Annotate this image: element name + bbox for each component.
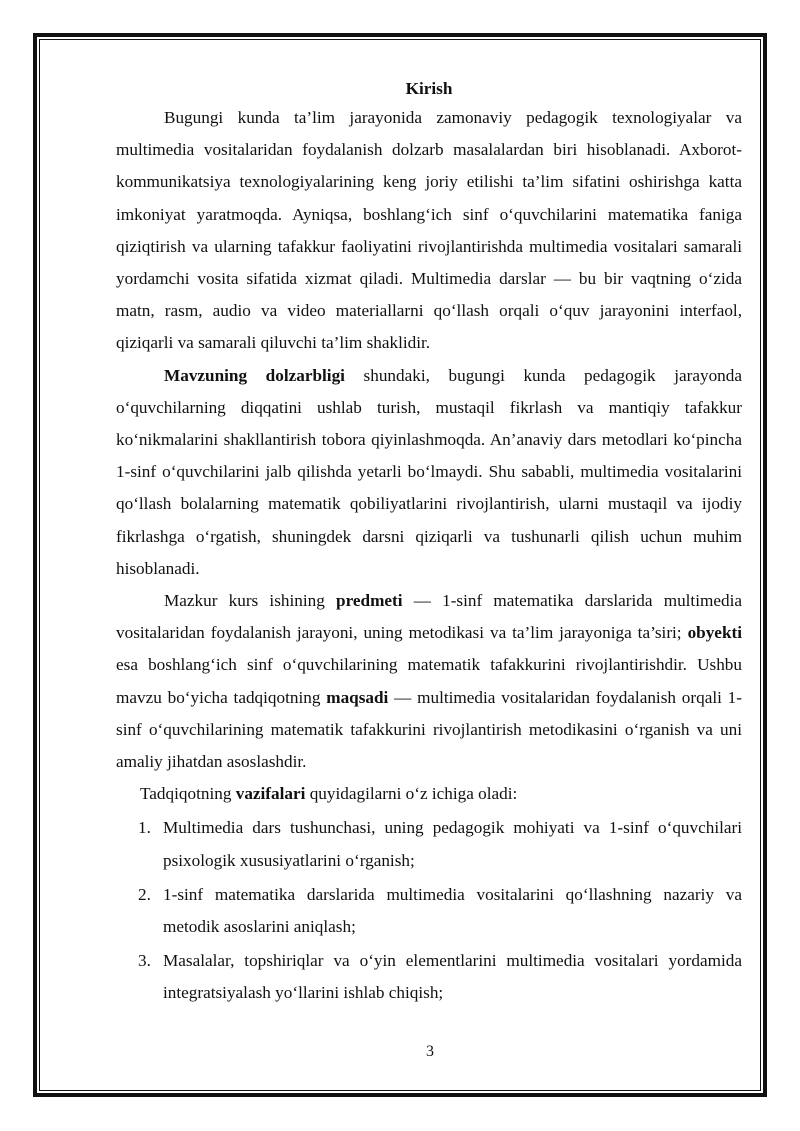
- list-item-text: Multimedia dars tushunchasi, uning pedagogik mohiyati va 1-sinf o‘quvchilari psixologik xususiyatlarini o‘rganish;: [163, 818, 742, 870]
- paragraph-tasks-intro: [116, 778, 742, 810]
- goal-text: — multimedia vositalaridan foydalanish orqali 1-sinf o‘quvchilarining matematik tafakkurini rivojlantirish metodikasini o‘rganish va uni amaliy jihatdan asoslashdir.: [116, 687, 742, 772]
- list-item: [116, 879, 742, 943]
- list-item: [116, 945, 742, 1009]
- list-item-number: 3.: [138, 951, 151, 971]
- list-item-number: 2.: [138, 884, 151, 904]
- object-text: esa boshlang‘ich sinf o‘quvchilarining matematik tafakkurini rivojlantirishdir. Ushbu mavzu bo‘yicha tadqiqotning: [116, 655, 742, 707]
- subject-term: predmeti: [336, 591, 403, 611]
- tasks-list: [116, 812, 742, 1009]
- tasks-lead-text: Tadqiqotning: [140, 784, 236, 804]
- page-number: 3: [426, 1043, 434, 1060]
- paragraph-relevance: [116, 360, 742, 585]
- subject-text: — 1-sinf matematika darslarida multimedia vositalaridan foydalanish jarayoni, uning metodikasi va ta’lim jarayoniga ta’siri;: [116, 591, 742, 643]
- paragraph-intro: Bugungi kunda ta’lim jarayonida zamonaviy pedagogik texnologiyalar va multimedia vositalaridan foydalanish dolzarb masalalardan biri hisoblanadi. Axborot-kommunikatsiya texnologiyalarining keng joriy etilishi ta’lim sifatini oshirishga katta imkoniyat yaratmoqda. Ayniqsa, boshlang‘ich sinf o‘quvchilarini matematika faniga qiziqtirish va ularning tafakkur faoliyatini rivojlantirishda multimedia vositalari samarali yordamchi vosita sifatida xizmat qiladi. Multimedia darslar — bu bir vaqtning o‘zida matn, rasm, audio va video materiallarni qo‘llash orqali o‘quv jarayonini interfaol, qiziqarli va samarali qiluvchi ta’lim shaklidir.: [116, 108, 742, 353]
- list-item-number: 1.: [138, 818, 151, 838]
- goal-term: maqsadi: [326, 687, 389, 707]
- section-title: Kirish: [405, 79, 453, 98]
- tasks-term: vazifalari: [235, 784, 306, 804]
- list-item-text: Masalalar, topshiriqlar va o‘yin elementlarini multimedia vositalari yordamida integratsiyalash yo‘llarini ishlab chiqish;: [163, 951, 742, 1003]
- tasks-intro-text: quyidagilarni o‘z ichiga oladi:: [305, 784, 518, 804]
- subject-lead-text: Mazkur kurs ishining: [164, 591, 337, 611]
- paragraph-subject-object: [116, 585, 742, 778]
- object-term: obyekti: [687, 623, 742, 643]
- document-page: [116, 78, 742, 1010]
- list-item: [116, 812, 742, 876]
- relevance-term: Mavzuning dolzarbligi: [164, 365, 345, 385]
- relevance-text: shundaki, bugungi kunda pedagogik jarayonda o‘quvchilarning diqqatini ushlab turish, mustaqil fikrlash va mantiqiy tafakkur ko‘nikmalarini shakllantirish tobora qiyinlashmoqda. An’anaviy dars metodlari ko‘pincha 1-sinf o‘quvchilarini jalb qilishda yetarli bo‘lmaydi. Shu sababli, multimedia vositalarini qo‘llash bolalarning matematik qobiliyatlarini rivojlantirish, ularni mustaqil va ijodiy fikrlashga o‘rgatish, shuningdek darsni qiziqarli va tushunarli qilish uchun muhim hisoblanadi.: [116, 365, 743, 578]
- list-item-text: 1-sinf matematika darslarida multimedia vositalarini qo‘llashning nazariy va metodik asoslarini aniqlash;: [163, 884, 742, 937]
